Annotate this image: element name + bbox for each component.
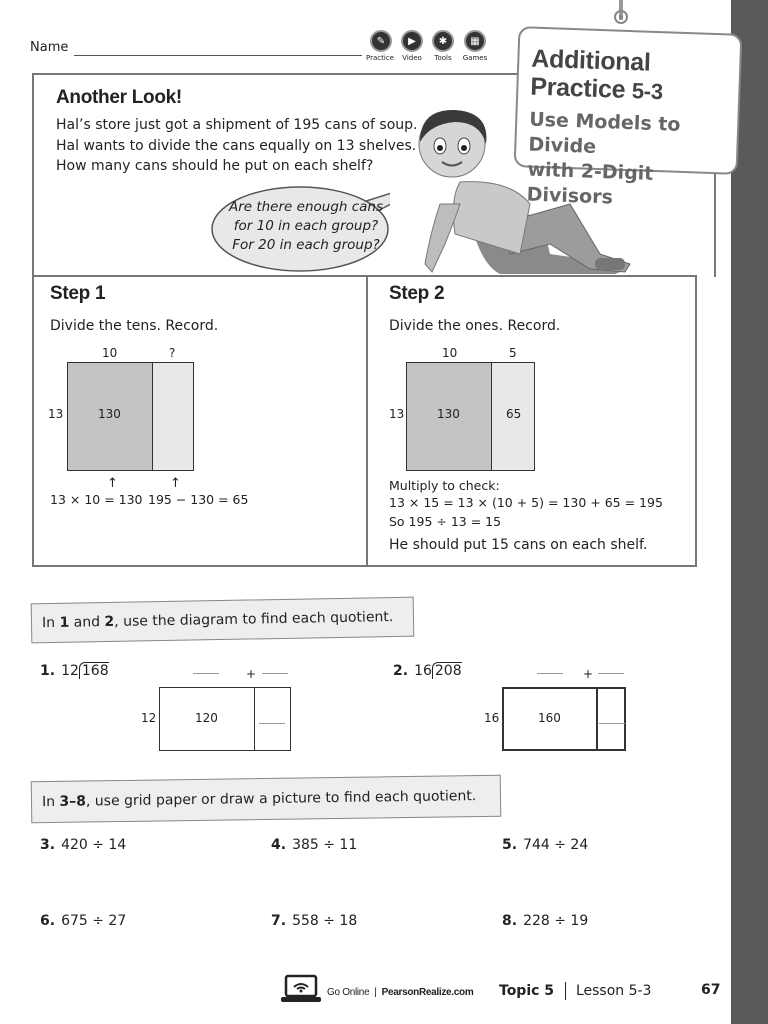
- divisor: 16: [414, 663, 432, 679]
- subtitle-line: Use Models to Divide: [528, 108, 681, 158]
- instr-text: , use the diagram to find each quotient.: [114, 609, 394, 630]
- lesson-number: 5-3: [631, 78, 664, 105]
- bubble-text: [226, 198, 386, 255]
- step2-desc: Divide the ones. Record.: [389, 318, 561, 334]
- footer-separator: |: [374, 987, 377, 998]
- title-line: Additional: [530, 44, 652, 77]
- step2-top-left-label: 10: [442, 346, 458, 360]
- problem1-cell: 120: [195, 711, 218, 725]
- answer-blank[interactable]: [598, 673, 624, 674]
- problem-4: [271, 837, 357, 853]
- practice-label: Practice: [366, 54, 394, 62]
- problem-line: How many cans should he put on each shelf?: [56, 158, 374, 174]
- footer-go-online: [327, 987, 473, 998]
- bubble-line: for 10 in each group?: [233, 218, 379, 234]
- another-look-text: [56, 115, 426, 177]
- problem2-side-label: 16: [484, 711, 500, 725]
- step2-top-right-label: 5: [509, 346, 517, 360]
- divisor: 12: [61, 663, 79, 679]
- step1-eq1: 13 × 10 = 130: [50, 492, 143, 507]
- instr-num: 1: [59, 614, 70, 631]
- problem-1: [40, 663, 109, 679]
- play-icon[interactable]: ▶: [401, 30, 423, 52]
- problem2-ones-block: [596, 687, 626, 751]
- problem-number: 8.: [502, 913, 518, 929]
- instr-text: In: [41, 614, 56, 632]
- lesson-title: [530, 45, 664, 107]
- step1-title: Step 1: [50, 283, 106, 304]
- problem-7: [271, 913, 357, 929]
- problem-expression: 675 ÷ 27: [61, 913, 127, 929]
- step2-title: Step 2: [389, 283, 445, 304]
- problem-expression: 558 ÷ 18: [292, 913, 358, 929]
- problem-expression: 420 ÷ 14: [61, 837, 127, 853]
- step2-cell-right: 65: [506, 407, 522, 421]
- problem-expression: 228 ÷ 19: [523, 913, 589, 929]
- video-label: Video: [402, 54, 422, 62]
- instr-text: and: [73, 614, 101, 631]
- problem-5: [502, 837, 588, 853]
- step2-answer: He should put 15 cans on each shelf.: [389, 537, 648, 553]
- name-label: Name: [30, 40, 69, 55]
- dividend: 168: [79, 662, 109, 679]
- dividend: 208: [432, 662, 462, 679]
- answer-blank[interactable]: [262, 673, 288, 674]
- check-line1: 13 × 15 = 13 × (10 + 5) = 130 + 65 = 195: [389, 495, 663, 510]
- tools-label: Tools: [434, 54, 452, 62]
- lesson-subtitle: [526, 108, 737, 215]
- step1-cell-left: 130: [98, 407, 121, 421]
- answer-blank[interactable]: [259, 723, 285, 724]
- answer-blank[interactable]: [193, 673, 219, 674]
- subtitle-line: with 2-Digit Divisors: [526, 158, 654, 209]
- laptop-icon[interactable]: [280, 974, 322, 1004]
- title-word: Practice: [529, 72, 626, 104]
- problem-3: [40, 837, 126, 853]
- answer-blank[interactable]: [599, 723, 625, 724]
- plus-sign: +: [246, 667, 257, 681]
- step1-side-label: 13: [48, 407, 64, 421]
- page-number: 67: [701, 982, 721, 998]
- plus-sign: +: [583, 667, 594, 681]
- wrench-icon[interactable]: ✱: [432, 30, 454, 52]
- step1-desc: Divide the tens. Record.: [50, 318, 219, 334]
- problem-line: Hal’s store just got a shipment of 195 cans of soup.: [56, 117, 418, 133]
- problem2-cell: 160: [538, 711, 561, 725]
- problem1-ones-block: [254, 687, 291, 751]
- check-line2: So 195 ÷ 13 = 15: [389, 514, 502, 529]
- step1-top-right-label: ?: [169, 346, 176, 360]
- problem-number: 7.: [271, 913, 287, 929]
- step2-side-label: 13: [389, 407, 405, 421]
- instr-num: 3–8: [59, 793, 87, 810]
- pencil-icon[interactable]: ✎: [370, 30, 392, 52]
- title-card: [514, 26, 743, 209]
- bubble-line: For 20 in each group?: [232, 237, 380, 253]
- problem-8: [502, 913, 588, 929]
- problem-expression: 744 ÷ 24: [523, 837, 589, 853]
- footer-divider: [565, 982, 566, 1000]
- problem-number: 1.: [40, 663, 56, 679]
- step1-ones-block: [152, 362, 194, 471]
- go-online-text: Go Online: [327, 987, 370, 998]
- games-label: Games: [462, 54, 488, 62]
- problem1-side-label: 12: [141, 711, 157, 725]
- instr-text: , use grid paper or draw a picture to find each quotient.: [85, 788, 477, 810]
- answer-blank[interactable]: [537, 673, 563, 674]
- instruction-1-2: [31, 597, 415, 644]
- footer-topic: [499, 982, 651, 1000]
- instruction-3-8: [31, 775, 502, 824]
- problem-line: Hal wants to divide the cans equally on 13 shelves.: [56, 137, 417, 154]
- instr-text: In: [41, 793, 56, 811]
- site-link[interactable]: PearsonRealize.com: [381, 987, 474, 998]
- problem-6: [40, 913, 126, 929]
- lesson-label: Lesson 5-3: [575, 983, 652, 999]
- problem-number: 2.: [393, 663, 409, 679]
- problem-number: 4.: [271, 837, 287, 853]
- problem-number: 6.: [40, 913, 56, 929]
- arrow-up-icon: ↑: [170, 476, 181, 491]
- problem-number: 3.: [40, 837, 56, 853]
- bubble-line: Are there enough cans: [228, 199, 384, 215]
- topic-label: Topic 5: [499, 983, 555, 999]
- instr-num: 2: [104, 613, 115, 631]
- step1-top-left-label: 10: [102, 346, 118, 360]
- name-field[interactable]: [74, 55, 362, 56]
- problem-number: 5.: [502, 837, 518, 853]
- steps-divider: [366, 276, 368, 566]
- step1-eq2: 195 − 130 = 65: [148, 492, 249, 507]
- check-title: Multiply to check:: [389, 478, 500, 493]
- games-icon[interactable]: ▦: [464, 30, 486, 52]
- step2-cell-left: 130: [437, 407, 460, 421]
- title-line-2: [530, 73, 663, 107]
- arrow-up-icon: ↑: [107, 476, 118, 491]
- problem-expression: 385 ÷ 11: [292, 837, 358, 853]
- another-look-title: Another Look!: [56, 87, 182, 108]
- problem-2: [393, 663, 462, 679]
